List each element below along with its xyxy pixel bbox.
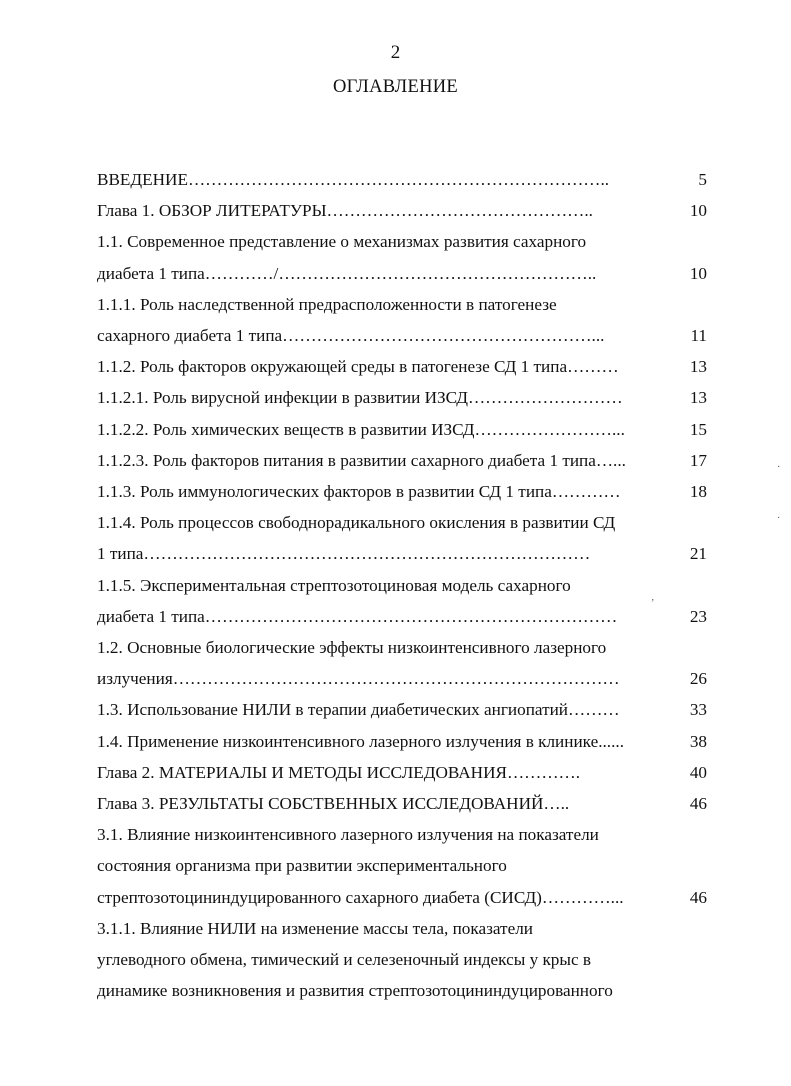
toc-page-number: 40 — [689, 762, 707, 782]
toc-page-number: 38 — [689, 731, 707, 751]
toc-entry-text: 1.2. Основные биологические эффекты низкоинтенсивного лазерного — [97, 638, 607, 657]
toc-entry-text: диабета 1 типа…………/……………………………………………….. — [97, 263, 597, 283]
toc-page-number: 11 — [690, 326, 707, 345]
toc-entry-text: излучения…………………………………………………………………… — [97, 669, 620, 689]
toc-entry-text: стрептозотоцининдуцированного сахарного диабета (СИСД)…………... — [97, 887, 624, 907]
toc-entry-text: 1.1.2.2. Роль химических веществ в развитии ИЗСД……………………... — [97, 419, 625, 439]
toc-entry-text: 3.1. Влияние низкоинтенсивного лазерного излучения на показатели — [97, 825, 599, 845]
toc-entry-text: 1.1.3. Роль иммунологических факторов в развитии СД 1 типа………… — [97, 482, 621, 501]
toc-entry-text: динамике возникновения и развития стрептозотоцининдуцированного — [97, 981, 613, 1001]
toc-page-number: 21 — [689, 544, 707, 564]
toc-entry-text: 1.1.2. Роль факторов окружающей среды в патогенезе СД 1 типа……… — [97, 357, 619, 377]
toc-entry-text: 1 типа…………………………………………………………………… — [97, 544, 591, 564]
toc-entry-text: 1.1.2.3. Роль факторов питания в развитии сахарного диабета 1 типа…... — [97, 450, 626, 470]
toc-page-number: 23 — [689, 606, 707, 626]
toc-page-number: 10 — [689, 263, 707, 283]
toc-entry-text: 1.1.5. Экспериментальная стрептозотоциновая модель сахарного — [97, 575, 571, 595]
toc-entry-text: ВВЕДЕНИЕ……………………………………………………………….. — [97, 170, 610, 189]
toc-entry-text: 1.1.1. Роль наследственной предрасположенности в патогенезе — [97, 294, 557, 314]
toc-entry-text: углеводного обмена, тимический и селезеночный индексы у крыс в — [97, 950, 591, 969]
toc-entry-text: Глава 2. МАТЕРИАЛЫ И МЕТОДЫ ИССЛЕДОВАНИЯ…………. — [97, 762, 581, 782]
toc-page-number: 13 — [689, 357, 707, 377]
page-number: 2 — [390, 42, 401, 63]
scan-speck: ’ — [651, 598, 655, 609]
toc-page-number: 18 — [689, 482, 707, 501]
toc-entry-text: 1.3. Использование НИЛИ в терапии диабетических ангиопатий……… — [97, 700, 620, 720]
toc-page-number: 46 — [689, 794, 707, 813]
toc-page-number: 46 — [689, 887, 707, 907]
toc-page-number: 15 — [689, 419, 707, 439]
scan-speck: · — [777, 513, 781, 524]
toc-entry-text: сахарного диабета 1 типа………………………………………………... — [97, 326, 605, 345]
toc-entry-text: Глава 3. РЕЗУЛЬТАТЫ СОБСТВЕННЫХ ИССЛЕДОВАНИЙ….. — [97, 794, 570, 813]
toc-page-number: 33 — [689, 700, 707, 720]
toc-entry-text: диабета 1 типа……………………………………………………………… — [97, 606, 618, 626]
toc-entry-text: 1.4. Применение низкоинтенсивного лазерного излучения в клинике...... — [97, 731, 624, 751]
toc-entry-text: 1.1. Современное представление о механизмах развития сахарного — [97, 232, 587, 252]
toc-page-number: 26 — [689, 669, 707, 689]
toc-entry-text: состояния организма при развитии экспериментального — [97, 856, 507, 876]
toc-entry-text: Глава 1. ОБЗОР ЛИТЕРАТУРЫ……………………………………….. — [97, 201, 593, 221]
toc-page-number: 10 — [689, 201, 707, 221]
toc-entry-text: 1.1.2.1. Роль вирусной инфекции в развитии ИЗСД……………………… — [97, 388, 623, 408]
toc-page-number: 5 — [698, 170, 707, 189]
toc-page-number — [670, 975, 707, 1006]
toc-entry-text: 1.1.4. Роль процессов свободнорадикального окисления в развитии СД — [97, 513, 616, 533]
toc-page-number: 13 — [689, 388, 707, 408]
toc-page-number: 17 — [689, 450, 707, 470]
page-title: ОГЛАВЛЕНИЕ — [332, 77, 459, 97]
scan-speck: · — [777, 462, 781, 473]
toc-entry-text: 3.1.1. Влияние НИЛИ на изменение массы тела, показатели — [97, 918, 533, 938]
